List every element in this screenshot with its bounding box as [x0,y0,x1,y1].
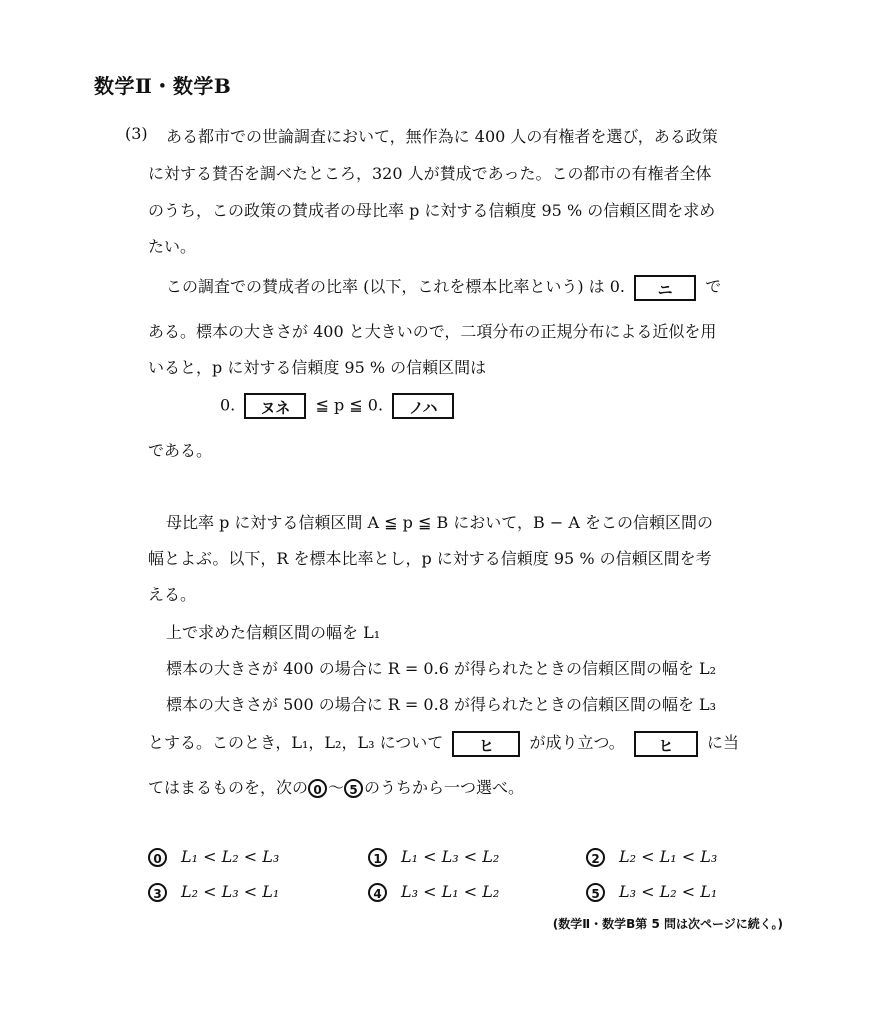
text: てはまるものを，次の [148,778,309,797]
intro-line-4: たい。 [148,237,197,256]
choice-mark-2: 2 [586,848,605,867]
definition-l1: 上で求めた信頼区間の幅を L₁ [166,623,381,642]
answer-box-ni[interactable]: ニ [634,275,696,301]
definition-l2: 標本の大きさが 400 の場合に R = 0.6 が得られたときの信頼区間の幅を L₂ [166,659,717,678]
definition-l3: 標本の大きさが 500 の場合に R = 0.8 が得られたときの信頼区間の幅を L₃ [166,695,717,714]
answer-box-nune[interactable]: ヌネ [244,393,306,419]
choice-5[interactable] [586,882,717,902]
choice-text-5: L₃ < L₂ < L₁ [619,882,718,901]
choice-4[interactable] [368,882,499,902]
text: ～ [328,778,345,797]
paragraph-2-line-2: ある。標本の大きさが 400 と大きいので，二項分布の正規分布による近似を用 [148,322,717,341]
choice-1[interactable] [368,847,499,867]
answer-box-hi[interactable]: ヒ [452,731,520,757]
intro-line-2: に対する賛否を調べたところ，320 人が賛成であった。この都市の有権者全体 [148,164,712,183]
paragraph-4-line-1 [148,730,739,757]
answer-box-noha[interactable]: ノハ [392,393,454,419]
choice-mark-4: 4 [368,883,387,902]
paragraph-3-line-1: 母比率 p に対する信頼区間 A ≦ p ≦ B において，B − A をこの信頼区間の [166,513,713,532]
problem-number: (3) [125,124,148,143]
intro-line-3: のうち，この政策の賛成者の母比率 p に対する信頼度 95 % の信頼区間を求め [148,201,716,220]
paragraph-3-line-2: 幅とよぶ。以下，R を標本比率とし，p に対する信頼度 95 % の信頼区間を考 [148,549,712,568]
choice-3[interactable] [148,882,279,902]
choice-text-2: L₂ < L₁ < L₃ [619,847,718,866]
text: に当 [707,733,740,752]
text: この調査での賛成者の比率 (以下，これを標本比率という) は 0. [166,277,626,296]
choice-text-0: L₁ < L₂ < L₃ [181,847,280,866]
choice-mark-3: 3 [148,883,167,902]
choice-mark-0: 0 [148,848,167,867]
page-title: 数学Ⅱ・数学B [94,74,232,98]
choice-mark-0-inline: 0 [308,779,327,798]
choice-mark-1: 1 [368,848,387,867]
answer-box-hi-ref[interactable]: ヒ [634,731,698,757]
text: 0. [220,395,236,415]
text: のうちから一つ選べ。 [364,778,525,797]
text: が成り立つ。 [529,733,625,752]
text: ≦ p ≦ 0. [315,395,384,415]
paragraph-3-line-3: える。 [148,585,197,604]
choice-2[interactable] [586,847,717,867]
text: で [705,277,722,296]
choice-mark-5-inline: 5 [344,779,363,798]
text: とする。このとき，L₁，L₂，L₃ について [148,733,444,752]
choice-text-3: L₂ < L₃ < L₁ [181,882,280,901]
choice-text-4: L₃ < L₁ < L₂ [401,882,500,901]
paragraph-2-end: である。 [148,441,213,460]
continued-footer: (数学Ⅱ・数学B第 5 問は次ページに続く。) [552,917,783,931]
confidence-interval [220,393,458,419]
choice-text-1: L₁ < L₃ < L₂ [401,847,500,866]
paragraph-2-line-3: いると，p に対する信頼度 95 % の信頼区間は [148,358,487,377]
intro-line-1: ある都市での世論調査において，無作為に 400 人の有権者を選び，ある政策 [166,127,718,146]
paragraph-4-line-2 [148,775,524,798]
choice-0[interactable] [148,847,279,867]
choice-mark-5: 5 [586,883,605,902]
paragraph-2-line-1 [166,274,721,301]
